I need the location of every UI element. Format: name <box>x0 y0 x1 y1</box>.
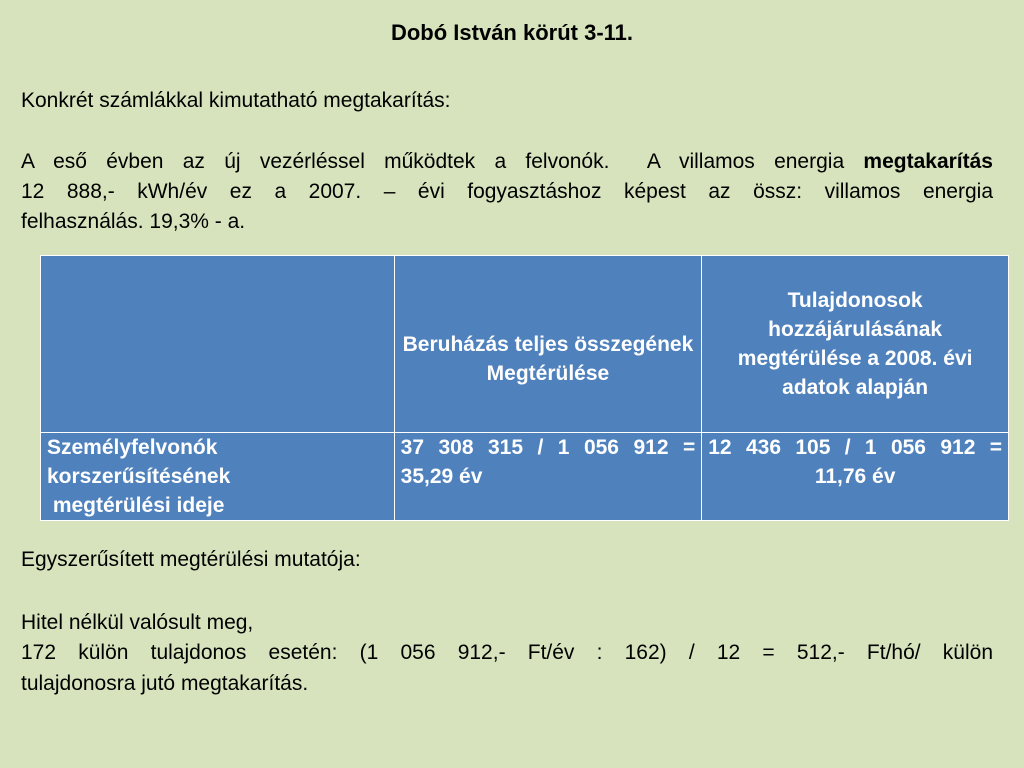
payback-table <box>40 255 1009 521</box>
paragraph-line-1 <box>21 148 993 176</box>
row-label-line-3: megtérülési ideje <box>47 494 225 517</box>
summary-line-1: Hitel nélkül valósult meg, <box>21 611 254 634</box>
header-cell-empty <box>41 256 395 433</box>
row-total-payback-cell <box>394 433 702 521</box>
header-cell-owner-contribution: Tulajdonosok hozzájárulásának megtérülése a 2008. évi adatok alapján <box>702 256 1009 433</box>
row-label-line-2: korszerűsítésének <box>47 465 231 488</box>
paragraph-line-2: 12 888,- kWh/év ez a 2007. – évi fogyasztáshoz képest az össz: villamos energia <box>21 180 993 203</box>
paragraph-line-1-text: A eső évben az új vezérléssel működtek a felvonók. A villamos energia <box>21 150 864 173</box>
row-label-line-1: Személyfelvonók <box>47 436 218 459</box>
summary-line-3: tulajdonosra jutó megtakarítás. <box>21 672 309 695</box>
summary-heading: Egyszerűsített megtérülési mutatója: <box>21 548 361 571</box>
row-label-cell <box>41 433 395 521</box>
summary-line-2: 172 külön tulajdonos esetén: (1 056 912,- Ft/év : 162) / 12 = 512,- Ft/hó/ külön <box>21 641 993 664</box>
row-owner-payback-cell <box>702 433 1009 521</box>
owner-payback-years: 11,76 év <box>814 465 896 488</box>
table-header-row <box>41 256 1009 433</box>
savings-bold-word: megtakarítás <box>863 150 993 173</box>
header-cell-total-investment: Beruházás teljes összegének Megtérülése <box>394 256 702 433</box>
total-payback-formula: 37 308 315 / 1 056 912 = <box>400 436 696 459</box>
page-title: Dobó István körút 3-11. <box>390 20 634 45</box>
total-payback-years: 35,29 év <box>400 465 483 488</box>
paragraph-line-3: felhasználás. 19,3% - a. <box>21 210 246 233</box>
owner-payback-formula: 12 436 105 / 1 056 912 = <box>708 436 1002 459</box>
intro-text: Konkrét számlákkal kimutatható megtakarítás: <box>21 89 451 112</box>
table-row <box>41 433 1009 521</box>
